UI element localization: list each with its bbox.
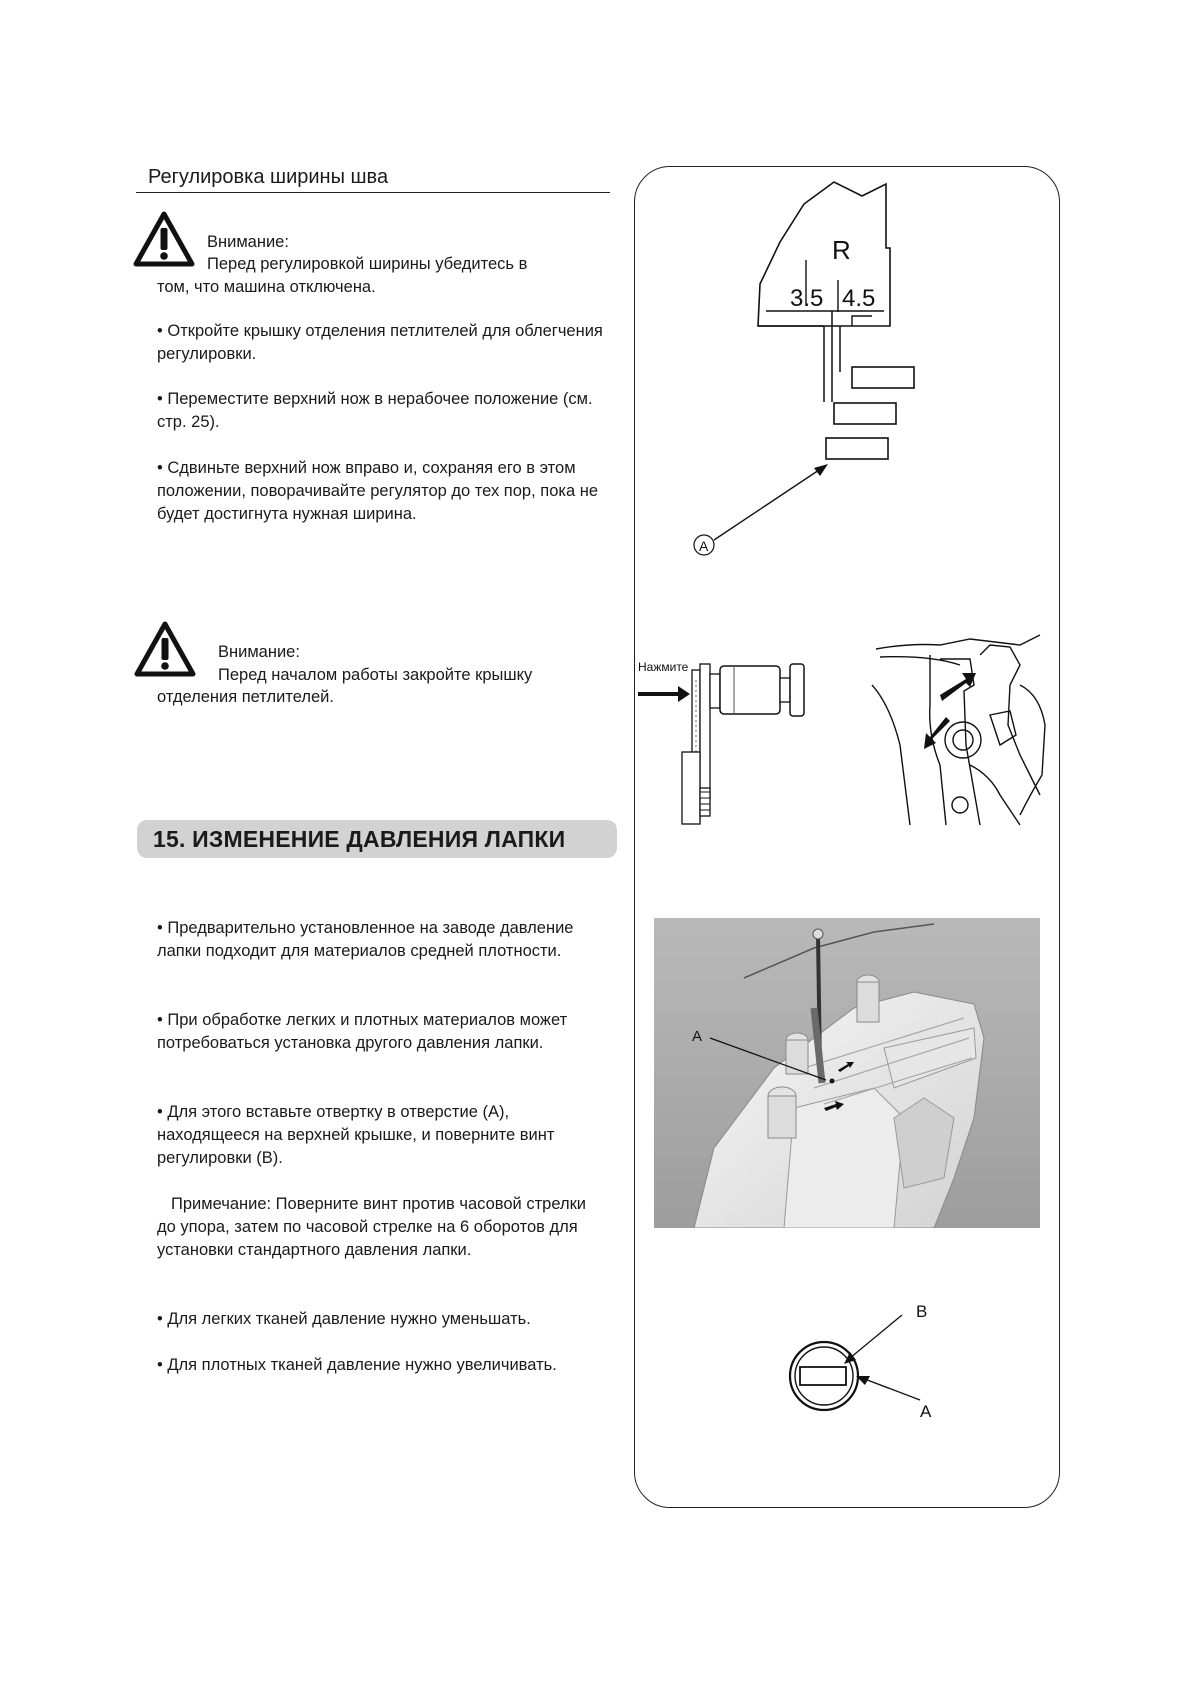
dial-value-left: 3.5: [790, 285, 824, 312]
press-label: Нажмите: [638, 660, 689, 674]
warning1-text-line1: Перед регулировкой ширины убедитесь в: [207, 255, 528, 273]
warning-triangle-icon: [134, 621, 196, 677]
screw-detail-figure: [780, 1294, 950, 1418]
dial-pointer-label: A: [699, 538, 709, 554]
photo-label-a: A: [692, 1028, 703, 1045]
pressure-paragraph-5: • Для плотных тканей давление нужно увеличивать.: [157, 1356, 557, 1374]
dial-value-right: 4.5: [842, 285, 876, 312]
press-knife-figure: [634, 620, 844, 830]
screw-label-a: A: [920, 1402, 932, 1418]
dial-label-r: R: [832, 235, 851, 265]
press-arrow-icon: [638, 686, 690, 702]
step-move-knife: • Переместите верхний нож в нерабочее положение (см. стр. 25).: [157, 390, 593, 431]
step-open-cover: • Откройте крышку отделения петлителей для облегчения регулировки.: [157, 322, 603, 363]
warning-triangle-icon: [133, 211, 195, 267]
pressure-note: Примечание: Поверните винт против часовой стрелки до упора, затем по часовой стрелке на 6 оборотов для установки стандартного давления лапки.: [157, 1195, 587, 1259]
warning1-label: Внимание:: [207, 233, 289, 251]
section-title-rule: [136, 192, 610, 193]
screw-label-b: B: [916, 1302, 928, 1321]
warning1-text-line2: том, что машина отключена.: [157, 278, 376, 296]
pressure-paragraph-4: • Для легких тканей давление нужно уменьшать.: [157, 1310, 531, 1328]
pressure-paragraph-3: • Для этого вставьте отвертку в отверстие (А), находящееся на верхней крышке, и поверните винт регулировки (В).: [157, 1103, 555, 1167]
section-heading: 15. ИЗМЕНЕНИЕ ДАВЛЕНИЯ ЛАПКИ: [153, 826, 566, 852]
looper-mechanism-figure: [870, 625, 1050, 830]
warning2-text-line2: отделения петлителей.: [157, 688, 334, 706]
pressure-paragraph-2: • При обработке легких и плотных материалов может потребоваться установка другого давления лапки.: [157, 1011, 568, 1052]
step-adjust-width: • Сдвиньте верхний нож вправо и, сохраняя его в этом положении, поворачивайте регулятор до тех пор, пока не будет достигнута нужная ширина.: [157, 459, 598, 523]
section-title: Регулировка ширины шва: [148, 166, 389, 188]
warning2-label: Внимание:: [218, 643, 300, 661]
width-dial-figure: [634, 166, 1058, 566]
warning2-text-line1: Перед началом работы закройте крышку: [218, 666, 533, 684]
pressure-paragraph-1: • Предварительно установленное на заводе давление лапки подходит для материалов средней плотности.: [157, 919, 574, 960]
machine-photo: [654, 918, 1040, 1228]
